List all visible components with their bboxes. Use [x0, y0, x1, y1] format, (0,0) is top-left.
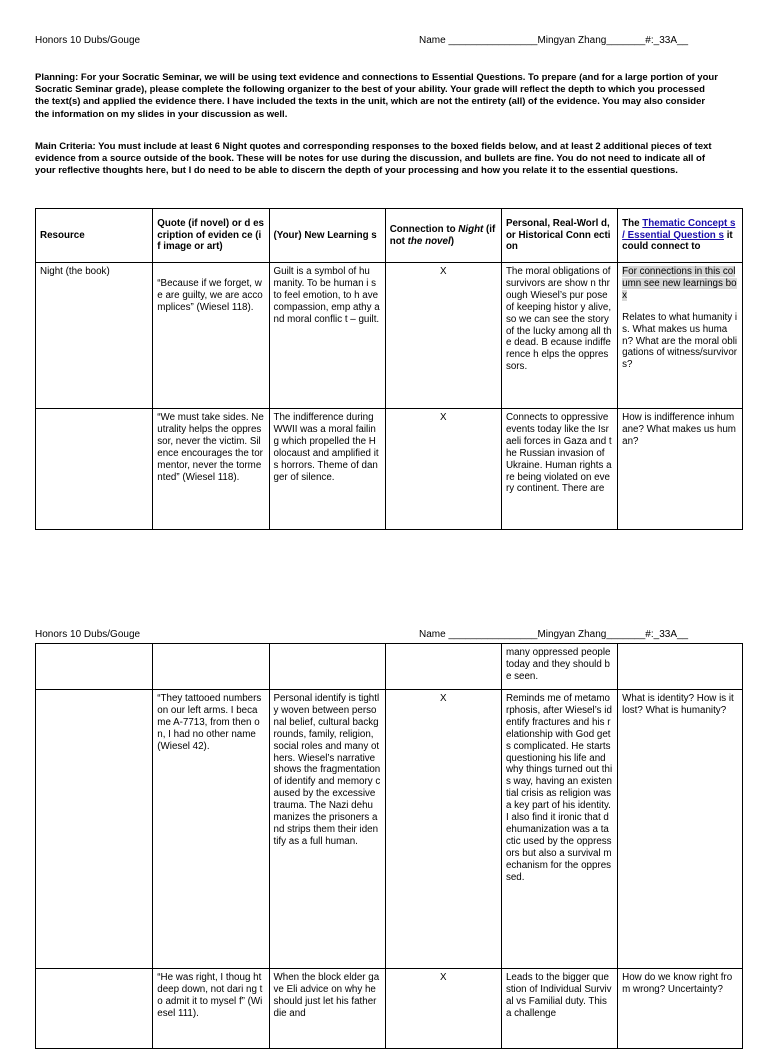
cell-resource: [36, 644, 153, 690]
organizer-table-page2: [35, 643, 743, 1049]
cell-connection: X: [385, 263, 501, 409]
cell-learning: When the block elder gave Eli advice on why he should just let his father die and: [269, 969, 385, 1049]
cell-thematic: What is identity? How is it lost? What is humanity?: [618, 690, 743, 969]
page2-header: [35, 629, 735, 643]
table-row: [36, 644, 743, 690]
cell-personal: many oppressed people today and they should be seen.: [501, 644, 617, 690]
course-title: Honors 10 Dubs/Gouge: [35, 35, 141, 46]
thematic-highlight-note: For connections in this column see new learnings box: [622, 266, 737, 301]
cell-learning: Personal identify is tightly woven between personal belief, cultural backgrounds, family, religion, social roles and many others. Wiesel’s narrative shows the fragmentation of identify and memory caused by the excessive trauma. The Nazi dehumanizes the prisoners and strips them their identify as a full human.: [269, 690, 385, 969]
cell-connection: [385, 644, 501, 690]
cell-connection: X: [385, 969, 501, 1049]
table-row: [36, 263, 743, 409]
organizer-table-page1: [35, 208, 743, 530]
cell-learning: [269, 644, 385, 690]
student-name-line: Name ________________Mingyan Zhang_______#:_33A__: [419, 629, 689, 640]
planning-paragraph: Planning: For your Socratic Seminar, we will be using text evidence and connections to Essential Questions. To prepare (and for a large portion of your Socratic Seminar grade), please complete the following organizer to the best of your ability. Your grade will reflect the depth to which you processed the text(s) and applied the evidence there. I have included the texts in the unit, which are not the entirety (all) of the evidence. You may also consider the information on my slides in your discussion as well.: [35, 72, 718, 120]
page1-header: [35, 35, 735, 49]
cell-thematic: [618, 644, 743, 690]
table-row: [36, 409, 743, 530]
header-quote: Quote (if novel) or d escription of eviden ce (if image or art): [153, 209, 269, 263]
course-title: Honors 10 Dubs/Gouge: [35, 629, 141, 640]
cell-resource: Night (the book): [36, 263, 153, 409]
cell-quote: “We must take sides. Neutrality helps the oppressor, never the victim. Silence encourages the tormentor, never the tormented” (Wiesel 118).: [153, 409, 269, 530]
table-header-row: [36, 209, 743, 263]
criteria-paragraph: Main Criteria: You must include at least 6 Night quotes and corresponding responses to the boxed fields below, and at least 2 additional pieces of text evidence from a source outside of the book. These will be notes for use during the discussion, and bullets are fine. You do not need to indicate all of your reflective thoughts here, but I do need to be able to discern the depth of your processing and how you relate it to the essential questions.: [35, 141, 712, 177]
header-thematic: The Thematic Concept s / Essential Question s it could connect to: [618, 209, 743, 263]
header-resource: Resource: [36, 209, 153, 263]
cell-resource: [36, 969, 153, 1049]
thematic-concepts-link[interactable]: Thematic Concept s / Essential Question s: [622, 217, 736, 241]
cell-resource: [36, 409, 153, 530]
cell-personal: Leads to the bigger question of Individual Survival vs Familial duty. This a challenge: [501, 969, 617, 1049]
cell-learning: The indifference during WWII was a moral failing which propelled the Holocaust and amplified its horrors. Theme of danger of silence.: [269, 409, 385, 530]
student-name-line: Name ________________Mingyan Zhang_______#:_33A__: [419, 35, 689, 46]
cell-thematic: How do we know right from wrong? Uncertainty?: [618, 969, 743, 1049]
cell-quote: “He was right, I thoug ht deep down, not dari ng to admit it to mysel f” (Wiesel 111).: [153, 969, 269, 1049]
cell-thematic: [618, 263, 743, 409]
thematic-questions: Relates to what humanity is. What makes us human? What are the moral obligations of witness/survivors?: [622, 311, 738, 371]
header-personal: Personal, Real-Worl d, or Historical Conn ection: [501, 209, 617, 263]
table-row: [36, 690, 743, 969]
header-connection: Connection to Night (if not the novel): [385, 209, 501, 263]
table-row: [36, 969, 743, 1049]
cell-resource: [36, 690, 153, 969]
cell-quote: “They tattooed numbers on our left arms. I became A-7713, from then on, I had no other name (Wiesel 42).: [153, 690, 269, 969]
cell-connection: X: [385, 409, 501, 530]
cell-quote: [153, 644, 269, 690]
cell-thematic: How is indifference inhumane? What makes us human?: [618, 409, 743, 530]
cell-connection: X: [385, 690, 501, 969]
cell-personal: Reminds me of metamorphosis, after Wiesel’s identify fractures and his relationship with God gets complicated. He starts questioning his life and why things turned out this way, having an existential crisis as religion was a key part of his identity. I also find it ironic that dehumanization was a tactic used by the oppressors but also a survival mechanism for the oppressed.: [501, 690, 617, 969]
cell-quote: “Because if we forget, we are guilty, we are accomplices” (Wiesel 118).: [153, 263, 269, 409]
cell-personal: Connects to oppressive events today like the Israeli forces in Gaza and the Russian invasion of Ukraine. Human rights are being violated on every continent. There are: [501, 409, 617, 530]
cell-personal: The moral obligations of survivors are show n through Wiesel’s pur pose of keeping histor y alive, so we can see the story of the lucky among all the dead. B ecause indifference h elps the oppressors.: [501, 263, 617, 409]
header-learnings: (Your) New Learning s: [269, 209, 385, 263]
cell-learning: Guilt is a symbol of hu manity. To be human i s to feel emotion, to h ave compassion, emp athy and moral conflic t – guilt.: [269, 263, 385, 409]
